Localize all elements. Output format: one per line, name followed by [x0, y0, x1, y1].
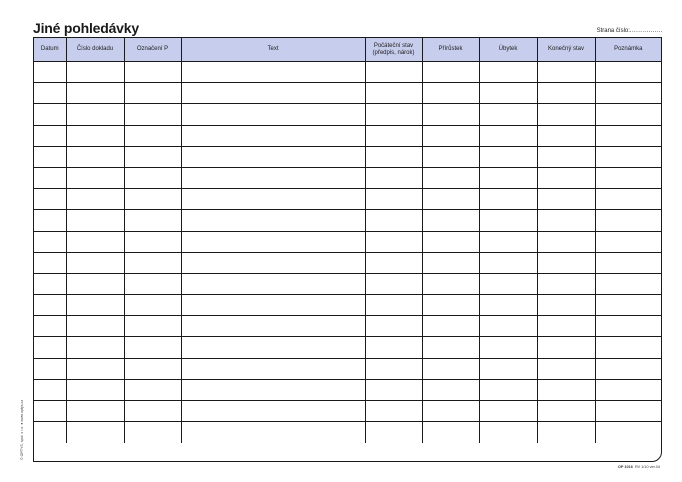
table-cell — [479, 295, 537, 316]
table-cell — [181, 358, 365, 379]
table-cell — [595, 104, 661, 125]
table-cell — [365, 295, 422, 316]
col-header-poznamka: Poznámka — [595, 38, 661, 62]
table-cell — [365, 125, 422, 146]
table-row — [34, 379, 661, 400]
table-cell — [66, 125, 124, 146]
table-cell — [365, 273, 422, 294]
col-header-datum: Datum — [34, 38, 66, 62]
table-cell — [537, 358, 595, 379]
table-cell — [422, 189, 479, 210]
table-cell — [422, 210, 479, 231]
ledger-table — [34, 38, 661, 443]
table-cell — [66, 146, 124, 167]
table-cell — [181, 231, 365, 252]
table-cell — [181, 379, 365, 400]
table-cell — [66, 167, 124, 188]
table-cell — [365, 358, 422, 379]
table-cell — [181, 146, 365, 167]
table-row — [34, 167, 661, 188]
table-cell — [124, 252, 181, 273]
table-cell — [537, 104, 595, 125]
table-cell — [66, 83, 124, 104]
table-cell — [66, 210, 124, 231]
table-row — [34, 83, 661, 104]
table-cell — [537, 231, 595, 252]
table-cell — [365, 422, 422, 443]
table-cell — [66, 252, 124, 273]
page-number-field — [597, 28, 663, 34]
table-cell — [181, 104, 365, 125]
table-cell — [181, 62, 365, 83]
table-cell — [181, 125, 365, 146]
table-cell — [34, 231, 66, 252]
table-cell — [365, 189, 422, 210]
table-cell — [124, 358, 181, 379]
table-cell — [34, 210, 66, 231]
table-cell — [34, 358, 66, 379]
table-cell — [479, 146, 537, 167]
table-cell — [181, 295, 365, 316]
table-cell — [66, 231, 124, 252]
table-cell — [537, 379, 595, 400]
table-row — [34, 210, 661, 231]
table-cell — [124, 337, 181, 358]
table-cell — [537, 167, 595, 188]
table-cell — [365, 401, 422, 422]
table-cell — [34, 379, 66, 400]
table-cell — [537, 273, 595, 294]
table-cell — [181, 316, 365, 337]
table-cell — [124, 146, 181, 167]
ledger-form — [33, 37, 662, 462]
table-cell — [365, 379, 422, 400]
table-cell — [181, 83, 365, 104]
table-cell — [422, 316, 479, 337]
table-cell — [537, 189, 595, 210]
table-cell — [479, 83, 537, 104]
table-cell — [479, 401, 537, 422]
table-cell — [124, 401, 181, 422]
table-cell — [479, 273, 537, 294]
publisher-imprint: © OPTYS, spol. s r.o. ● www.optys.cz — [20, 399, 24, 460]
table-cell — [124, 316, 181, 337]
table-cell — [365, 210, 422, 231]
table-cell — [422, 146, 479, 167]
table-cell — [537, 125, 595, 146]
col-header-pocatecni-stav: Počáteční stav (předpis, nárok) — [365, 38, 422, 62]
table-cell — [34, 316, 66, 337]
table-cell — [422, 379, 479, 400]
table-cell — [34, 146, 66, 167]
table-cell — [66, 401, 124, 422]
table-cell — [181, 210, 365, 231]
form-code: OP 1016 RV 1/10 ver.04 — [617, 465, 660, 469]
table-cell — [124, 167, 181, 188]
table-cell — [537, 295, 595, 316]
table-cell — [66, 337, 124, 358]
table-cell — [181, 189, 365, 210]
table-cell — [34, 104, 66, 125]
table-cell — [365, 146, 422, 167]
table-cell — [537, 337, 595, 358]
col-header-prirustek: Přírůstek — [422, 38, 479, 62]
col-header-cislo-dokladu: Číslo dokladu — [66, 38, 124, 62]
table-cell — [422, 401, 479, 422]
table-cell — [595, 146, 661, 167]
table-cell — [34, 189, 66, 210]
table-row — [34, 252, 661, 273]
table-cell — [595, 379, 661, 400]
table-cell — [422, 104, 479, 125]
table-cell — [124, 231, 181, 252]
table-cell — [595, 252, 661, 273]
table-cell — [422, 337, 479, 358]
table-cell — [595, 125, 661, 146]
table-cell — [479, 167, 537, 188]
table-cell — [422, 252, 479, 273]
ledger-rows — [34, 62, 661, 443]
table-cell — [365, 167, 422, 188]
table-cell — [479, 316, 537, 337]
table-cell — [595, 189, 661, 210]
table-cell — [479, 252, 537, 273]
table-cell — [595, 83, 661, 104]
table-cell — [34, 167, 66, 188]
table-cell — [365, 316, 422, 337]
header-row — [34, 38, 661, 62]
table-cell — [124, 273, 181, 294]
table-cell — [422, 83, 479, 104]
table-cell — [34, 273, 66, 294]
table-cell — [479, 62, 537, 83]
table-cell — [34, 62, 66, 83]
table-cell — [595, 295, 661, 316]
table-cell — [66, 358, 124, 379]
table-cell — [595, 358, 661, 379]
table-row — [34, 231, 661, 252]
table-cell — [365, 62, 422, 83]
table-cell — [365, 337, 422, 358]
table-cell — [479, 125, 537, 146]
table-cell — [181, 167, 365, 188]
table-cell — [479, 422, 537, 443]
table-cell — [422, 167, 479, 188]
table-cell — [595, 167, 661, 188]
table-cell — [595, 316, 661, 337]
table-cell — [537, 83, 595, 104]
table-row — [34, 358, 661, 379]
table-cell — [479, 231, 537, 252]
table-cell — [124, 104, 181, 125]
table-row — [34, 146, 661, 167]
table-cell — [537, 252, 595, 273]
table-cell — [66, 273, 124, 294]
table-cell — [34, 295, 66, 316]
table-cell — [365, 83, 422, 104]
table-cell — [124, 295, 181, 316]
table-row — [34, 104, 661, 125]
table-cell — [124, 189, 181, 210]
table-cell — [66, 295, 124, 316]
table-cell — [66, 422, 124, 443]
table-cell — [66, 379, 124, 400]
table-cell — [34, 401, 66, 422]
col-header-oznaceni-p: Označení P — [124, 38, 181, 62]
table-cell — [422, 125, 479, 146]
table-cell — [537, 62, 595, 83]
table-cell — [422, 422, 479, 443]
page-number-label: Strana číslo: — [596, 28, 630, 34]
table-cell — [595, 422, 661, 443]
table-cell — [595, 273, 661, 294]
table-cell — [124, 210, 181, 231]
table-cell — [124, 379, 181, 400]
table-row — [34, 273, 661, 294]
table-cell — [479, 379, 537, 400]
table-row — [34, 316, 661, 337]
table-cell — [479, 189, 537, 210]
table-cell — [66, 189, 124, 210]
table-cell — [124, 83, 181, 104]
table-cell — [181, 337, 365, 358]
table-cell — [479, 358, 537, 379]
table-row — [34, 337, 661, 358]
table-cell — [537, 146, 595, 167]
table-cell — [537, 422, 595, 443]
table-cell — [34, 252, 66, 273]
table-cell — [422, 62, 479, 83]
table-cell — [365, 252, 422, 273]
table-cell — [181, 422, 365, 443]
page-title: Jiné pohledávky — [33, 20, 139, 36]
table-cell — [66, 104, 124, 125]
col-header-ubytek: Úbytek — [479, 38, 537, 62]
table-cell — [34, 125, 66, 146]
table-cell — [479, 104, 537, 125]
table-cell — [34, 337, 66, 358]
table-cell — [124, 422, 181, 443]
table-cell — [479, 337, 537, 358]
table-cell — [66, 62, 124, 83]
table-cell — [66, 316, 124, 337]
table-row — [34, 422, 661, 443]
table-cell — [595, 337, 661, 358]
table-cell — [422, 358, 479, 379]
col-header-text: Text — [181, 38, 365, 62]
table-cell — [34, 83, 66, 104]
table-cell — [595, 401, 661, 422]
table-row — [34, 62, 661, 83]
table-cell — [181, 401, 365, 422]
table-cell — [124, 62, 181, 83]
table-cell — [365, 231, 422, 252]
table-cell — [422, 273, 479, 294]
table-row — [34, 125, 661, 146]
table-cell — [181, 273, 365, 294]
table-cell — [479, 210, 537, 231]
table-cell — [537, 210, 595, 231]
table-cell — [595, 210, 661, 231]
table-cell — [537, 316, 595, 337]
table-row — [34, 295, 661, 316]
table-cell — [124, 125, 181, 146]
table-cell — [422, 231, 479, 252]
table-cell — [595, 62, 661, 83]
table-cell — [422, 295, 479, 316]
table-cell — [595, 231, 661, 252]
table-cell — [365, 104, 422, 125]
table-row — [34, 189, 661, 210]
table-row — [34, 401, 661, 422]
table-cell — [34, 422, 66, 443]
col-header-konecny-stav: Konečný stav — [537, 38, 595, 62]
page-number-blank: ................ — [629, 28, 663, 34]
table-cell — [181, 252, 365, 273]
table-cell — [537, 401, 595, 422]
